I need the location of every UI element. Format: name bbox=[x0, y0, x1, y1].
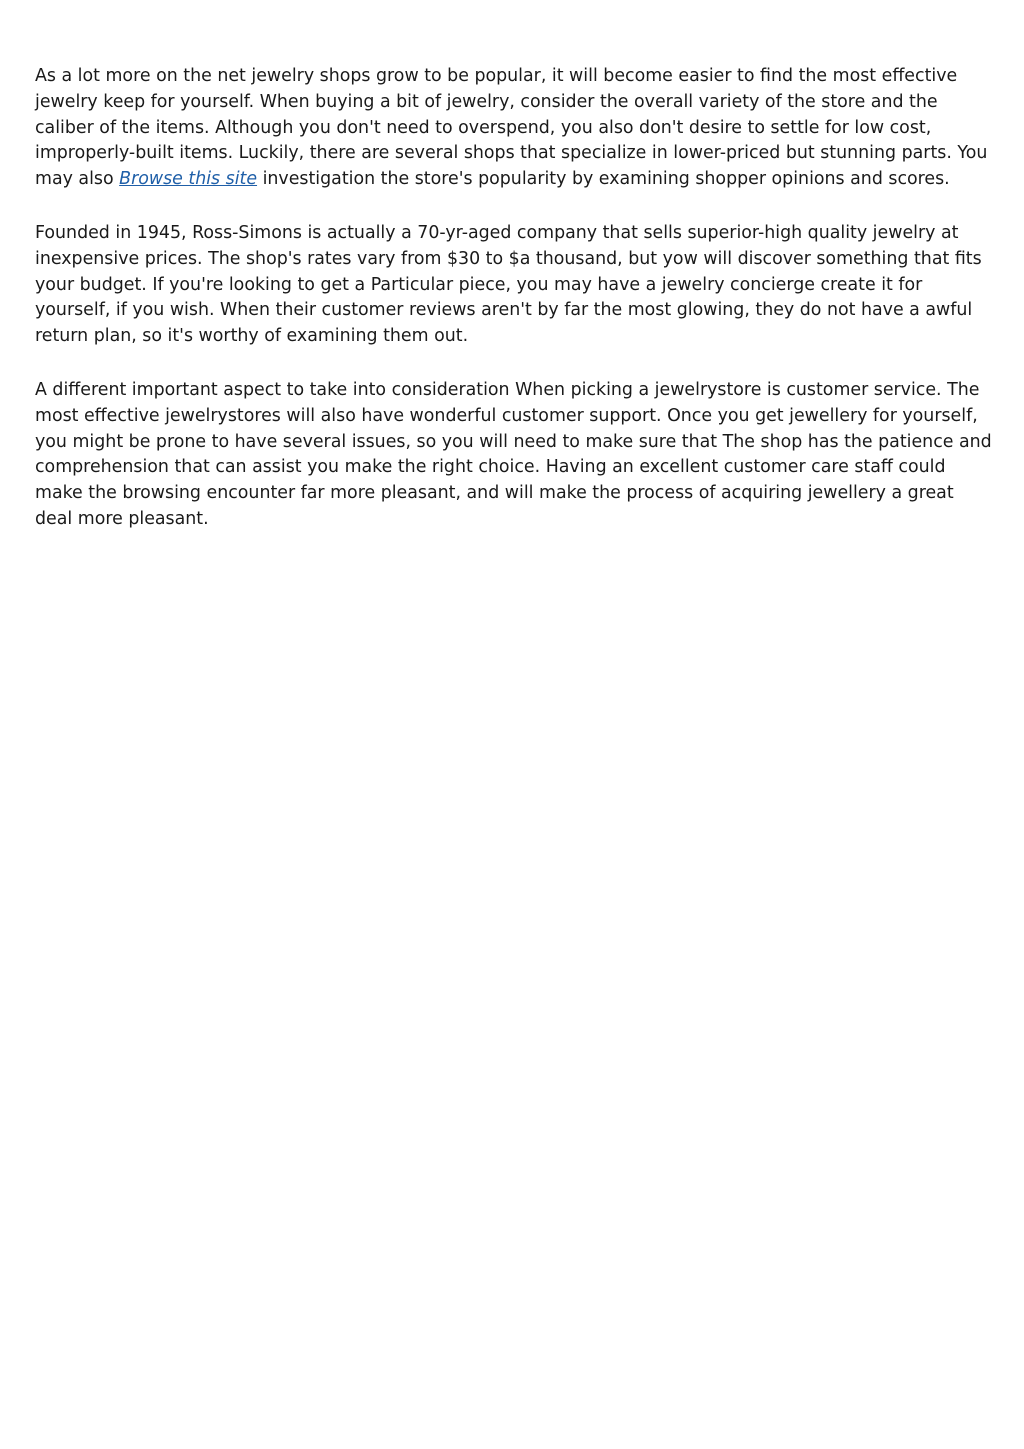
paragraph-1-text-after-link: investigation the store's popularity by examining shopper opinions and scores. bbox=[257, 169, 950, 190]
document-body bbox=[35, 64, 995, 561]
paragraph-3: A different important aspect to take into consideration When picking a jewelrystore is customer service. The most effective jewelrystores will also have wonderful customer support. Once you get jewellery for yourself, you might be prone to have several issues, so you will need to make sure that The shop has the patience and comprehension that can assist you make the right choice. Having an excellent customer care staff could make the browsing encounter far more pleasant, and will make the process of acquiring jewellery a great deal more pleasant. bbox=[35, 379, 992, 529]
paragraph-2: Founded in 1945, Ross-Simons is actually a 70-yr-aged company that sells superior-high quality jewelry at inexpensive prices. The shop's rates vary from $30 to $a thousand, but yow will discover something that fits your budget. If you're looking to get a Particular piece, you may have a jewelry concierge create it for yourself, if you wish. When their customer reviews aren't by far the most glowing, they do not have a awful return plan, so it's worthy of examining them out. bbox=[35, 222, 982, 347]
paragraph-1 bbox=[35, 64, 995, 193]
browse-this-site-link[interactable]: Browse this site bbox=[119, 169, 258, 190]
paragraph-1-text-before-link: As a lot more on the net jewelry shops grow to be popular, it will become easier to find the most effective jewelry keep for yourself. When buying a bit of jewelry, consider the overall variety of the store and the caliber of the items. Although you don't need to overspend, you also don't desire to settle for low cost, improperly-built items. Luckily, there are several shops that specialize in lower-priced but stunning parts. You may also bbox=[35, 66, 988, 190]
